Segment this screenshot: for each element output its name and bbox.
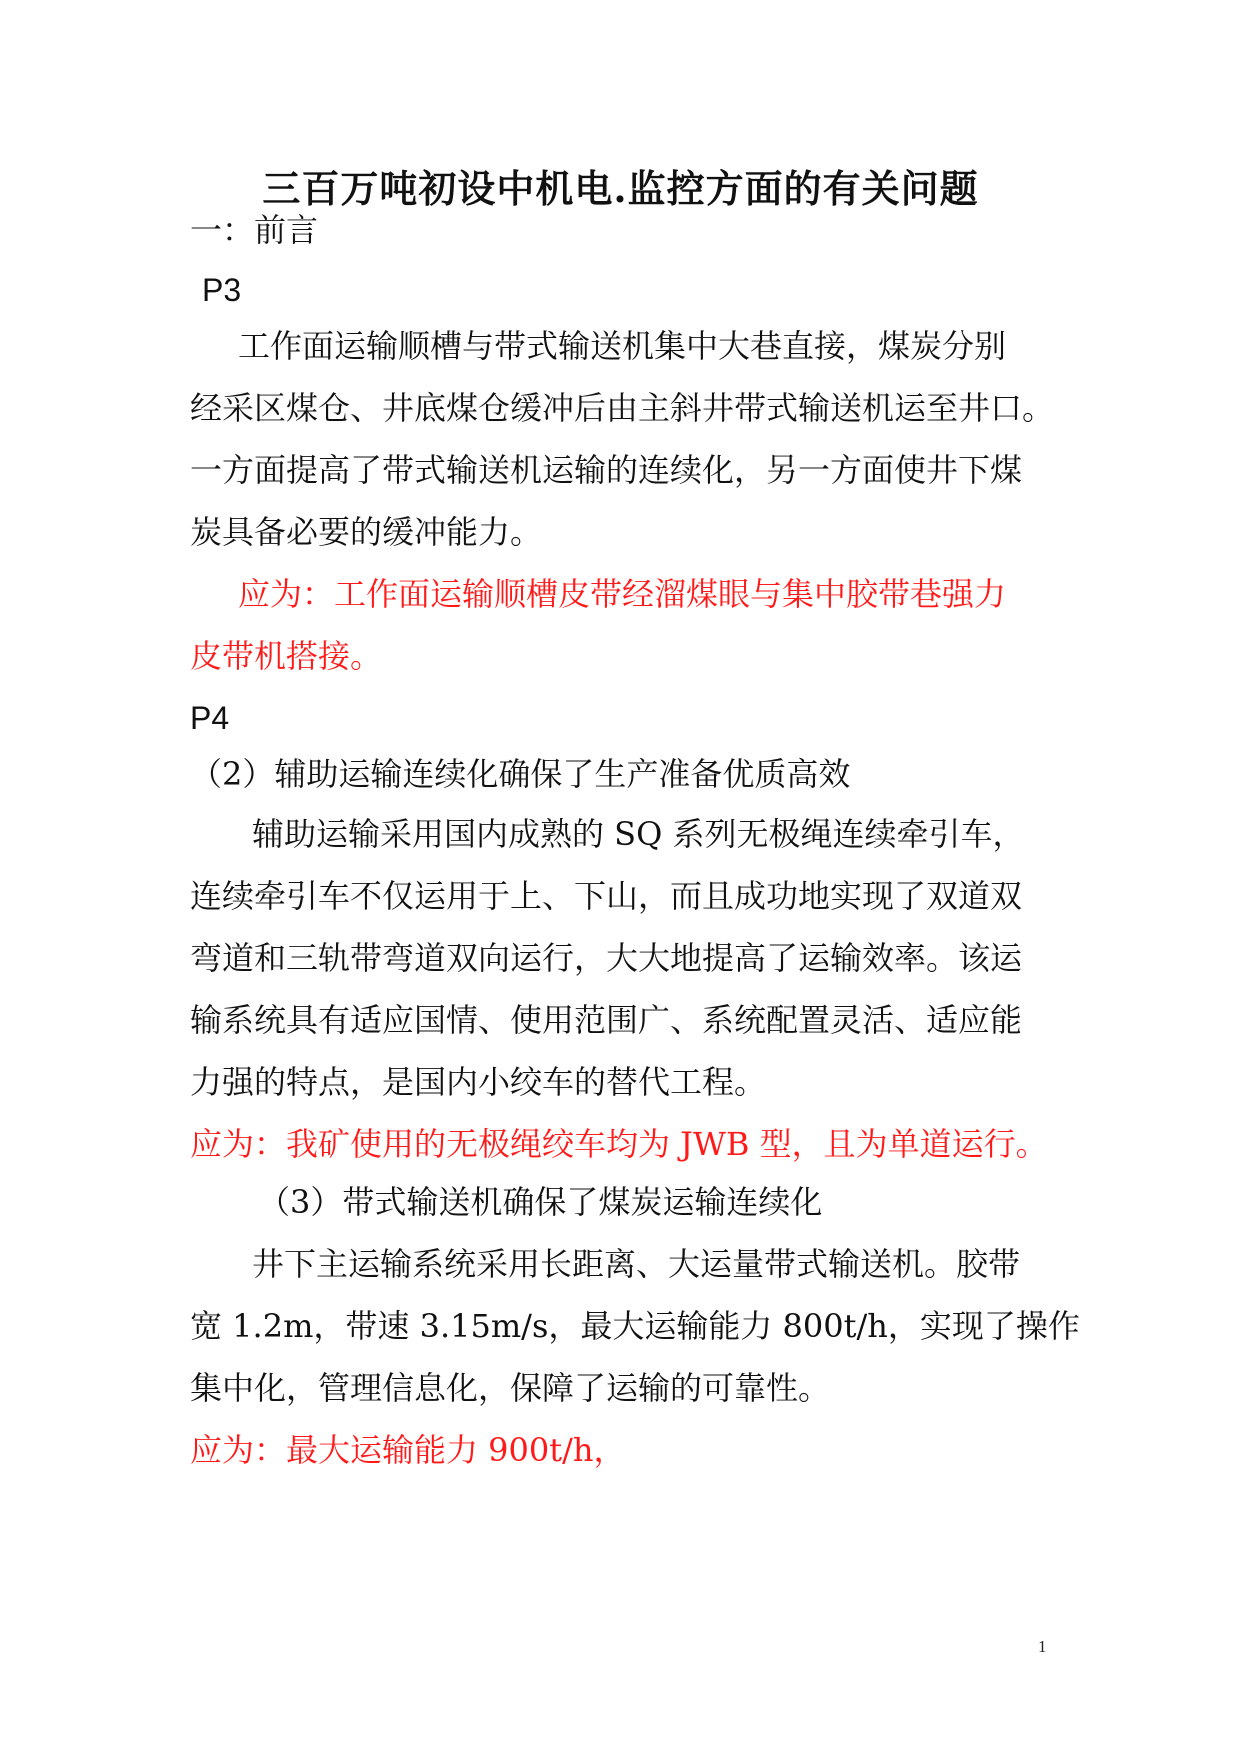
- section-heading: 一：前言: [190, 211, 319, 249]
- document-title: 三百万吨初设中机电.监控方面的有关问题: [262, 166, 979, 211]
- item3-heading: （3）带式输送机确保了煤炭运输连续化: [258, 1183, 823, 1221]
- item3-paragraph-line-1: 井下主运输系统采用长距离、大运量带式输送机。胶带: [252, 1245, 1021, 1283]
- item3-paragraph-line-2: 宽 1.2m，带速 3.15m/s，最大运输能力 800t/h，实现了操作: [190, 1307, 1080, 1345]
- p3-paragraph-line-3: 一方面提高了带式输送机运输的连续化，另一方面使井下煤: [190, 451, 1023, 489]
- p3-correction-line-1: 应为：工作面运输顺槽皮带经溜煤眼与集中胶带巷强力: [238, 575, 1007, 613]
- item2-correction: 应为：我矿使用的无极绳绞车均为 JWB 型，且为单道运行。: [190, 1125, 1048, 1163]
- p3-paragraph-line-4: 炭具备必要的缓冲能力。: [190, 513, 543, 551]
- item3-paragraph-line-3: 集中化，管理信息化，保障了运输的可靠性。: [190, 1369, 831, 1407]
- item2-paragraph-line-5: 力强的特点，是国内小绞车的替代工程。: [190, 1063, 767, 1101]
- item2-heading: （2）辅助运输连续化确保了生产准备优质高效: [190, 755, 851, 793]
- item2-paragraph-line-4: 输系统具有适应国情、使用范围广、系统配置灵活、适应能: [190, 1001, 1023, 1039]
- p3-paragraph-line-1: 工作面运输顺槽与带式输送机集中大巷直接，煤炭分别: [238, 327, 1007, 365]
- item2-paragraph-line-1: 辅助运输采用国内成熟的 SQ 系列无极绳连续牵引车，: [252, 815, 1025, 853]
- page-ref-p4: P4: [190, 700, 230, 736]
- item2-paragraph-line-3: 弯道和三轨带弯道双向运行，大大地提高了运输效率。该运: [190, 939, 1023, 977]
- p3-paragraph-line-2: 经采区煤仓、井底煤仓缓冲后由主斜井带式输送机运至井口。: [190, 389, 1055, 427]
- page-ref-p3: P3: [202, 272, 242, 308]
- p3-correction-line-2: 皮带机搭接。: [190, 637, 383, 675]
- item3-correction: 应为：最大运输能力 900t/h，: [190, 1431, 626, 1469]
- item2-paragraph-line-2: 连续牵引车不仅运用于上、下山，而且成功地实现了双道双: [190, 877, 1023, 915]
- page-number: 1: [1038, 1637, 1047, 1656]
